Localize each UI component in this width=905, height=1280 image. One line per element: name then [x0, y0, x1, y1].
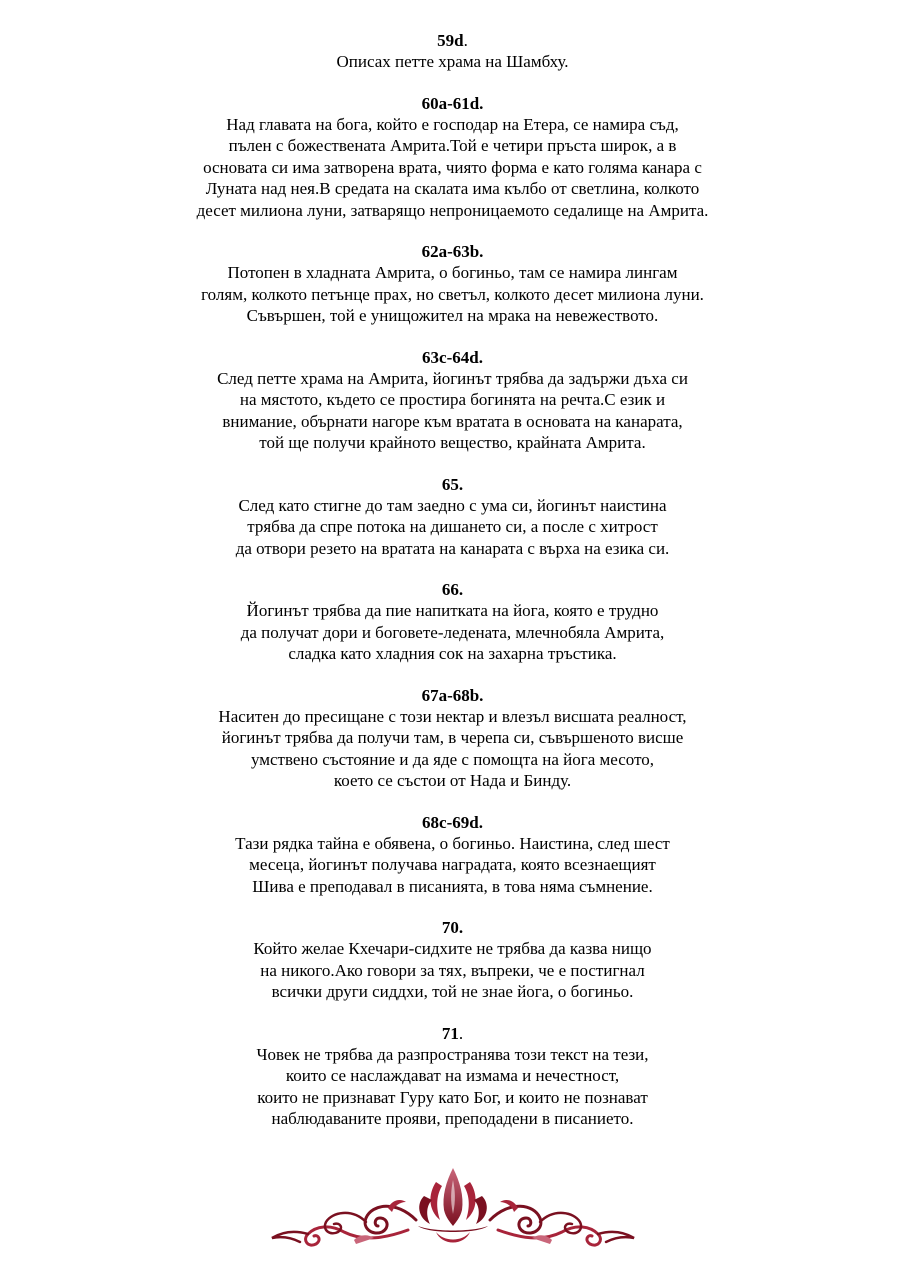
verse-line: голям, колкото петънце прах, но светъл, колкото десет милиона луни. [201, 284, 704, 304]
verse-number [0, 93, 905, 114]
verse-line: Описах петте храма на Шамбху. [336, 52, 569, 71]
verse-number-label: 62a-63b. [421, 242, 484, 261]
verse-line: той ще получи крайното вещество, крайната Амрита. [259, 433, 646, 452]
verse-line: Човек не трябва да разпространява този текст на тези, [256, 1044, 649, 1064]
verse-number [0, 474, 905, 495]
verse-line: основата си има затворена врата, чиято форма е като голяма канара с [203, 157, 702, 177]
verse-number-label: 68c-69d. [422, 812, 483, 832]
verse-block [0, 474, 905, 560]
verse-line: Наситен до пресищане с този нектар и влезъл висшата реалност, [218, 706, 687, 726]
verse-line: които се наслаждават на измама и нечестност, [285, 1066, 620, 1085]
verse-block [0, 812, 905, 898]
verse-line: на мястото, където се простира богинята на речта.С език и [239, 390, 666, 409]
verse-number-label: 60a-61d. [421, 93, 484, 113]
verse-block [0, 241, 905, 327]
verse-line: всички други сиддхи, той не знае йога, о богиньо. [271, 982, 634, 1001]
verse-line: на никого.Ако говори за тях, въпреки, че е постигнал [260, 960, 645, 980]
verse-line: десет милиона луни, затварящо непроницаемото седалище на Амрита. [196, 200, 709, 220]
verse-line: Тази рядка тайна е обявена, о богиньо. Наистина, след шест [235, 833, 670, 853]
verse-block [0, 30, 905, 73]
verse-number [0, 1023, 905, 1044]
verse-block [0, 685, 905, 792]
verse-block [0, 347, 905, 454]
verse-line: Луната над нея.В средата на скалата има кълбо от светлина, колкото [205, 179, 700, 198]
verse-number [0, 30, 905, 51]
verse-line: Съвършен, той е унищожител на мрака на невежеството. [246, 306, 659, 325]
verse-line: умствено състояние и да яде с помощта на йога месото, [250, 749, 655, 769]
verse-number-label: 65. [441, 474, 464, 494]
verse-line: наблюдаваните прояви, преподадени в писанието. [271, 1109, 634, 1128]
verse-line: йогинът трябва да получи там, в черепа си, съвършеното висше [221, 728, 684, 747]
verse-line: да получат дори и боговете-ледената, млечнобяла Амрита, [240, 622, 665, 642]
verse-number [0, 812, 905, 833]
verse-number-label: 66. [441, 580, 464, 599]
verse-line: пълен с божествената Амрита.Той е четири пръста широк, а в [228, 136, 677, 155]
verse-number [0, 685, 905, 706]
verse-line: които не признават Гуру като Бог, и които не познават [257, 1087, 648, 1107]
verse-number-suffix: . [463, 31, 468, 50]
verse-line: трябва да спре потока на дишането си, а после с хитрост [247, 517, 658, 536]
verse-line: След като стигне до там заедно с ума си, йогинът наистина [238, 495, 667, 515]
verse-block [0, 1023, 905, 1130]
verse-line: което се състои от Нада и Бинду. [333, 771, 572, 790]
verse-line: сладка като хладния сок на захарна тръстика. [288, 644, 617, 663]
verse-number [0, 241, 905, 262]
verse-number-suffix: . [458, 1023, 464, 1043]
verse-line: месеца, йогинът получава наградата, която всезнаещият [249, 855, 656, 874]
verse-line: да отвори резето на вратата на канарата с върха на езика си. [235, 538, 670, 558]
verse-line: Потопен в хладната Амрита, о богиньо, там се намира лингам [227, 263, 678, 282]
verse-number [0, 579, 905, 600]
verse-block [0, 917, 905, 1003]
verse-number [0, 347, 905, 368]
document-page [0, 30, 905, 1150]
verse-line: внимание, обърнати нагоре към вратата в основата на канарата, [222, 411, 683, 431]
verse-line: Над главата на бога, който е господар на Етера, се намира съд, [226, 114, 679, 134]
verse-number [0, 917, 905, 938]
verse-line: Шива е преподавал в писанията, в това няма съмнение. [252, 876, 653, 896]
verse-number-label: 63c-64d. [422, 347, 483, 367]
verse-block [0, 579, 905, 665]
verse-number-label: 70. [441, 918, 464, 937]
verse-line: След петте храма на Амрита, йогинът трябва да задържи дъха си [217, 368, 688, 388]
verse-number-label: 67a-68b. [421, 685, 484, 705]
verse-number-label: 71 [441, 1023, 459, 1043]
verse-block [0, 93, 905, 222]
verse-line: Който желае Кхечари-сидхите не трябва да казва нищо [253, 939, 652, 958]
verse-number-label: 59d [437, 31, 464, 50]
floral-scroll-ornament-icon [268, 1160, 638, 1250]
verse-list [0, 30, 905, 1130]
verse-line: Йогинът трябва да пие напитката на йога, която е трудно [246, 601, 659, 620]
